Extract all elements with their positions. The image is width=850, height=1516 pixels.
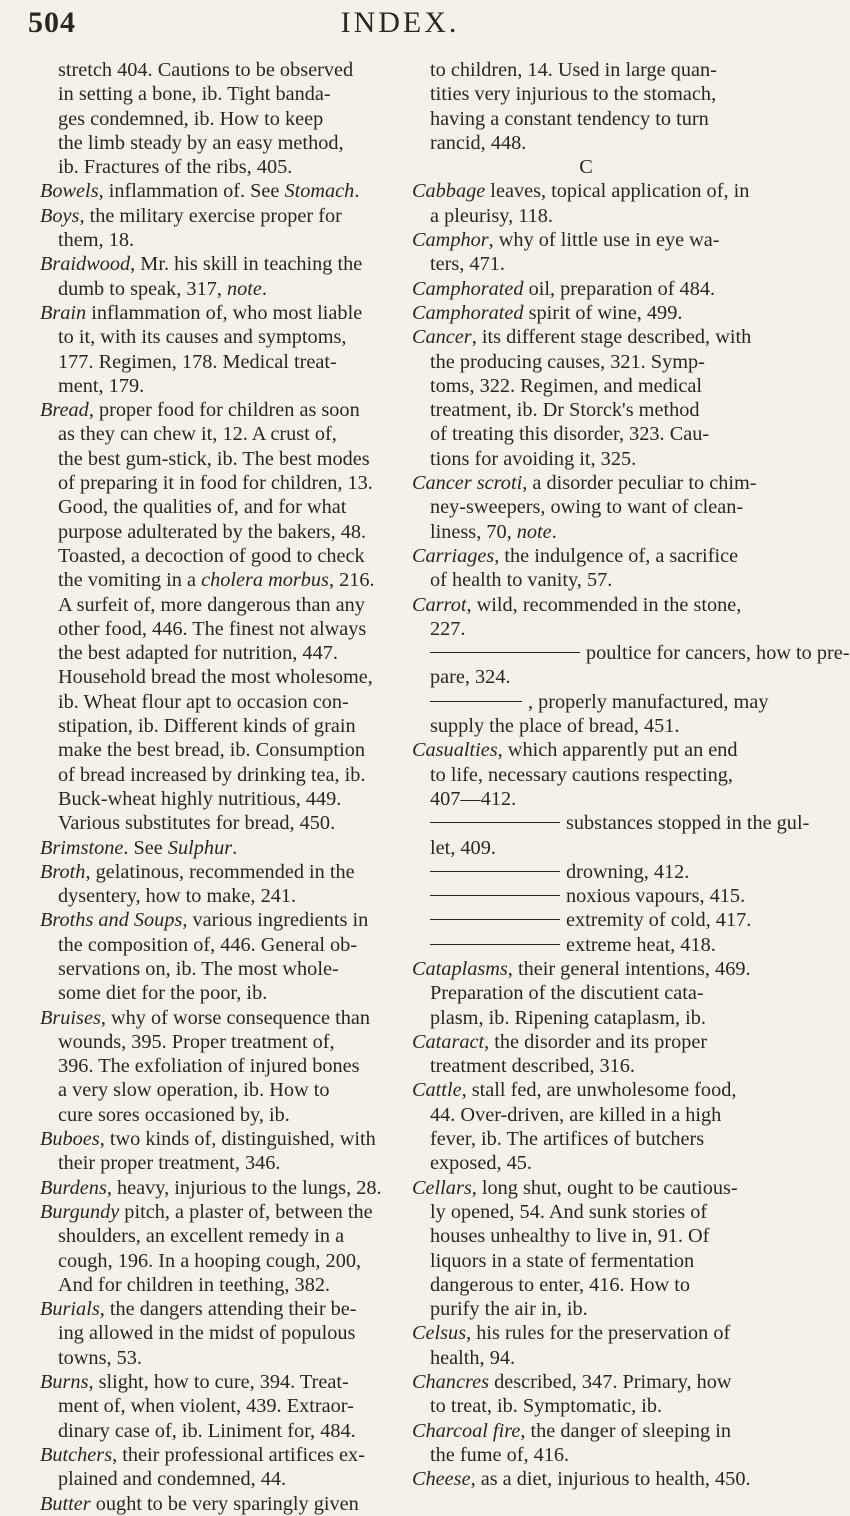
right-index-line: tities very injurious to the stomach, bbox=[430, 83, 717, 106]
right-index-line: to children, 14. Used in large quan- bbox=[430, 59, 717, 81]
left-index-line: to it, with its causes and symptoms, bbox=[58, 326, 347, 349]
left-index-line: dinary case of, ib. Liniment for, 484. bbox=[58, 1419, 356, 1442]
left-index-line: Burgundy pitch, a plaster of, between the bbox=[40, 1200, 373, 1223]
right-index-line: Charcoal fire, the danger of sleeping in bbox=[412, 1419, 731, 1442]
left-index-line: Broth, gelatinous, recommended in the bbox=[40, 860, 355, 883]
left-index-line: ib. Wheat flour apt to occasion con- bbox=[58, 690, 349, 713]
right-index-line: Cellars, long shut, ought to be cautious- bbox=[412, 1176, 738, 1199]
right-index-line: toms, 322. Regimen, and medical bbox=[430, 374, 703, 397]
right-index-line: Celsus, his rules for the preservation of bbox=[412, 1322, 731, 1345]
right-index-line: Preparation of the discutient cata- bbox=[430, 982, 704, 1005]
right-index-line: rancid, 448. bbox=[430, 131, 527, 154]
right-index-line: of treating this disorder, 323. Cau- bbox=[430, 423, 710, 446]
left-index-line: the composition of, 446. General ob- bbox=[58, 933, 358, 956]
running-head: INDEX. bbox=[340, 6, 460, 39]
left-index-line: Broths and Soups, various ingredients in bbox=[40, 909, 369, 932]
right-index-line: Cancer scroti, a disorder peculiar to chim- bbox=[412, 472, 757, 495]
left-index-line: stipation, ib. Different kinds of grain bbox=[58, 715, 356, 738]
left-index-line: cure sores occasioned by, ib. bbox=[58, 1103, 290, 1126]
left-index-line: Burdens, heavy, injurious to the lungs, 28. bbox=[40, 1176, 382, 1199]
right-index-line: Cancer, its different stage described, with bbox=[412, 326, 752, 349]
left-index-line: servations on, ib. The most whole- bbox=[58, 957, 339, 980]
page-number: 504 bbox=[28, 6, 76, 39]
left-index-line: purpose adulterated by the bakers, 48. bbox=[58, 520, 367, 543]
page-header bbox=[28, 6, 772, 52]
left-index-line: Toasted, a decoction of good to check bbox=[58, 544, 365, 567]
left-index-line: Good, the qualities of, and for what bbox=[58, 496, 347, 519]
right-index-line: tions for avoiding it, 325. bbox=[430, 447, 637, 470]
left-index-line: ment of, when violent, 439. Extraor- bbox=[58, 1395, 354, 1418]
left-index-line: Burns, slight, how to cure, 394. Treat- bbox=[40, 1371, 349, 1394]
right-index-line: C bbox=[579, 156, 593, 179]
right-index-line: the fume of, 416. bbox=[430, 1443, 570, 1466]
left-index-line: ib. Fractures of the ribs, 405. bbox=[58, 156, 293, 179]
right-index-line: Cattle, stall fed, are unwholesome food, bbox=[412, 1079, 737, 1102]
left-index-line: plained and condemned, 44. bbox=[58, 1468, 287, 1491]
left-index-line: Burials, the dangers attending their be- bbox=[40, 1298, 357, 1321]
left-index-line: the best adapted for nutrition, 447. bbox=[58, 642, 338, 665]
right-index-line: health, 94. bbox=[430, 1346, 516, 1369]
right-index-line: substances stopped in the gul- bbox=[412, 811, 760, 835]
right-index-line: pare, 324. bbox=[430, 666, 511, 689]
right-index-line: supply the place of bread, 451. bbox=[430, 715, 680, 738]
right-index-line: plasm, ib. Ripening cataplasm, ib. bbox=[430, 1006, 707, 1029]
left-index-line: Brain inflammation of, who most liable bbox=[40, 301, 363, 324]
left-index-line: some diet for the poor, ib. bbox=[58, 982, 268, 1005]
left-column bbox=[40, 58, 384, 1516]
right-index-line: Camphor, why of little use in eye wa- bbox=[412, 229, 720, 252]
right-index-line: treatment, ib. Dr Storck's method bbox=[430, 399, 700, 422]
right-index-line: a pleurisy, 118. bbox=[430, 204, 553, 227]
left-index-line: ment, 179. bbox=[58, 374, 145, 397]
left-index-line: Brimstone. See Sulphur. bbox=[40, 836, 238, 859]
left-index-line: wounds, 395. Proper treatment of, bbox=[58, 1030, 335, 1053]
left-index-line: cough, 196. In a hooping cough, 200, bbox=[58, 1249, 362, 1272]
right-index-line: 407—412. bbox=[430, 787, 517, 810]
left-index-line: stretch 404. Cautions to be observed bbox=[58, 59, 354, 81]
left-index-line: Bread, proper food for children as soon bbox=[40, 399, 360, 422]
right-index-line: let, 409. bbox=[430, 836, 496, 859]
left-index-line: in setting a bone, ib. Tight banda- bbox=[58, 83, 331, 106]
right-column bbox=[412, 58, 850, 1492]
right-index-line: treatment described, 316. bbox=[430, 1055, 635, 1078]
left-index-line: ing allowed in the midst of populous bbox=[58, 1322, 356, 1345]
right-index-line: liquors in a state of fermentation bbox=[430, 1249, 695, 1272]
left-index-line: 396. The exfoliation of injured bones bbox=[58, 1055, 360, 1078]
right-index-line: ney-sweepers, owing to want of clean- bbox=[430, 496, 744, 519]
right-index-line: houses unhealthy to live in, 91. Of bbox=[430, 1225, 710, 1248]
left-index-line: as they can chew it, 12. A crust of, bbox=[58, 423, 337, 446]
left-index-line: make the best bread, ib. Consumption bbox=[58, 739, 365, 762]
left-index-line: Buck-wheat highly nutritious, 449. bbox=[58, 787, 342, 810]
right-index-line: 44. Over-driven, are killed in a high bbox=[430, 1103, 722, 1126]
left-index-line: them, 18. bbox=[58, 229, 135, 252]
right-index-line: Camphorated spirit of wine, 499. bbox=[412, 301, 683, 324]
right-index-line: Casualties, which apparently put an end bbox=[412, 739, 738, 762]
left-index-line: other food, 446. The finest not always bbox=[58, 617, 367, 640]
left-index-line: Various substitutes for bread, 450. bbox=[58, 812, 336, 835]
left-index-line: And for children in teething, 382. bbox=[58, 1273, 331, 1296]
right-index-line: drowning, 412. bbox=[412, 860, 760, 884]
right-index-line: Camphorated oil, preparation of 484. bbox=[412, 277, 716, 300]
left-index-line: Household bread the most wholesome, bbox=[58, 666, 373, 689]
right-index-line: poultice for cancers, how to pre- bbox=[412, 641, 760, 665]
left-index-line: the vomiting in a cholera morbus, 216. bbox=[58, 569, 375, 592]
left-index-line: dumb to speak, 317, note. bbox=[58, 277, 267, 300]
right-index-line: Cabbage leaves, topical application of, in bbox=[412, 180, 750, 203]
right-index-line: Cheese, as a diet, injurious to health, 450. bbox=[412, 1468, 751, 1491]
left-index-line: 177. Regimen, 178. Medical treat- bbox=[58, 350, 337, 373]
left-index-line: Braidwood, Mr. his skill in teaching the bbox=[40, 253, 363, 276]
left-index-line: Buboes, two kinds of, distinguished, with bbox=[40, 1128, 376, 1151]
left-index-line: ges condemned, ib. How to keep bbox=[58, 107, 324, 130]
right-index-line: fever, ib. The artifices of butchers bbox=[430, 1128, 705, 1151]
right-index-line: having a constant tendency to turn bbox=[430, 107, 709, 130]
right-index-line: extreme heat, 418. bbox=[412, 933, 760, 957]
right-index-line: of health to vanity, 57. bbox=[430, 569, 613, 592]
right-index-line: the producing causes, 321. Symp- bbox=[430, 350, 705, 373]
left-index-line: Boys, the military exercise proper for bbox=[40, 204, 342, 227]
right-index-line: to life, necessary cautions respecting, bbox=[430, 763, 733, 786]
right-index-line: exposed, 45. bbox=[430, 1152, 532, 1175]
left-index-line: the limb steady by an easy method, bbox=[58, 131, 344, 154]
right-index-line: dangerous to enter, 416. How to bbox=[430, 1273, 690, 1296]
left-index-line: towns, 53. bbox=[58, 1346, 142, 1369]
right-index-line: Carriages, the indulgence of, a sacrifice bbox=[412, 544, 739, 567]
right-index-line: ly opened, 54. And sunk stories of bbox=[430, 1200, 708, 1223]
left-index-line: their proper treatment, 346. bbox=[58, 1152, 281, 1175]
right-index-line: Cataract, the disorder and its proper bbox=[412, 1030, 708, 1053]
right-index-line: Cataplasms, their general intentions, 469. bbox=[412, 957, 751, 980]
left-index-line: A surfeit of, more dangerous than any bbox=[58, 593, 365, 616]
left-index-line: Butchers, their professional artifices ex- bbox=[40, 1443, 365, 1466]
right-index-line: extremity of cold, 417. bbox=[412, 908, 760, 932]
left-index-line: shoulders, an excellent remedy in a bbox=[58, 1225, 345, 1248]
right-index-line: Carrot, wild, recommended in the stone, bbox=[412, 593, 742, 616]
right-index-line: , properly manufactured, may bbox=[412, 690, 760, 714]
left-index-line: Bruises, why of worse consequence than bbox=[40, 1006, 371, 1029]
right-index-line: purify the air in, ib. bbox=[430, 1298, 588, 1321]
left-index-line: the best gum-stick, ib. The best modes bbox=[58, 447, 370, 470]
left-index-line: of preparing it in food for children, 13. bbox=[58, 472, 373, 495]
right-index-line: noxious vapours, 415. bbox=[412, 884, 760, 908]
left-index-line: Butter ought to be very sparingly given bbox=[40, 1492, 359, 1515]
left-index-line: a very slow operation, ib. How to bbox=[58, 1079, 330, 1102]
right-index-line: liness, 70, note. bbox=[430, 520, 557, 543]
right-index-line: 227. bbox=[430, 617, 466, 640]
left-index-line: Bowels, inflammation of. See Stomach. bbox=[40, 180, 360, 203]
right-index-line: Chancres described, 347. Primary, how bbox=[412, 1371, 732, 1394]
right-index-line: to treat, ib. Symptomatic, ib. bbox=[430, 1395, 663, 1418]
right-index-line: ters, 471. bbox=[430, 253, 505, 276]
left-index-line: of bread increased by drinking tea, ib. bbox=[58, 763, 366, 786]
left-index-line: dysentery, how to make, 241. bbox=[58, 885, 297, 908]
